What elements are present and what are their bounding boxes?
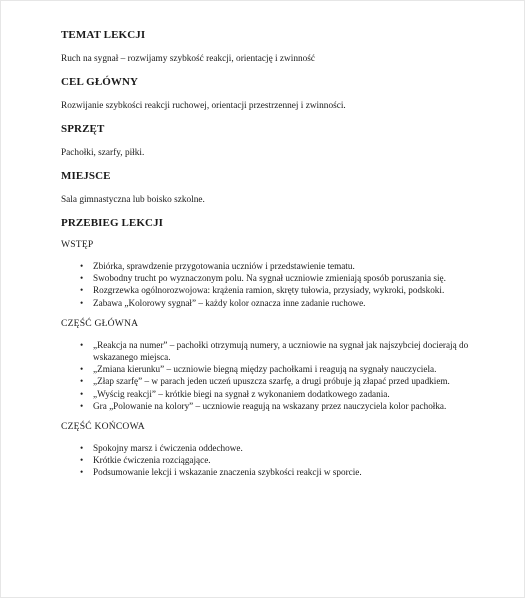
temat-heading: TEMAT LEKCJI xyxy=(61,29,146,41)
glowna-subheading: CZĘŚĆ GŁÓWNA xyxy=(61,317,139,329)
list-item xyxy=(61,400,481,412)
bullet-icon: • xyxy=(80,467,84,478)
cel-text: Rozwijanie szybkości reakcji ruchowej, orientacji przestrzennej i zwinności. xyxy=(61,101,346,111)
list-item-text: „Reakcja na numer” – pachołki otrzymują numery, a uczniowie na sygnał jak najszybciej docierają do wskazanego miejsca. xyxy=(93,339,469,363)
bullet-icon: • xyxy=(80,273,84,284)
list-item-text: „Złap szarfę” – w parach jeden uczeń upuszcza szarfę, a drugi próbuje ją złapać przed upadkiem. xyxy=(93,376,450,387)
list-item xyxy=(61,375,481,387)
list-item-text: Podsumowanie lekcji i wskazanie znaczenia szybkości reakcji w sporcie. xyxy=(93,467,362,478)
glowna-list xyxy=(61,339,481,412)
list-item xyxy=(61,466,481,478)
bullet-icon: • xyxy=(80,443,84,454)
list-item-text: Zbiórka, sprawdzenie przygotowania uczniów i przedstawienie tematu. xyxy=(93,261,355,271)
przebieg-heading: PRZEBIEG LEKCJI xyxy=(61,217,164,229)
wstep-subheading: WSTĘP xyxy=(61,239,94,250)
bullet-icon: • xyxy=(80,261,84,271)
list-item xyxy=(61,363,481,375)
koncowa-list xyxy=(61,442,481,479)
bullet-icon: • xyxy=(80,376,84,387)
list-item-text: Spokojny marsz i ćwiczenia oddechowe. xyxy=(93,443,243,454)
list-item xyxy=(61,297,481,309)
miejsce-heading: MIEJSCE xyxy=(61,170,111,182)
list-item-text: Gra „Polowanie na kolory” – uczniowie reagują na wskazany przez nauczyciela kolor pachołka. xyxy=(93,400,447,411)
sprzet-heading: SPRZĘT xyxy=(61,123,105,135)
sprzet-text: Pachołki, szarfy, piłki. xyxy=(61,148,145,158)
list-item xyxy=(61,272,481,284)
bullet-icon: • xyxy=(80,400,84,411)
list-item-text: Zabawa „Kolorowy sygnał” – każdy kolor oznacza inne zadanie ruchowe. xyxy=(93,297,366,308)
wstep-list xyxy=(61,260,481,309)
list-item-text: Krótkie ćwiczenia rozciągające. xyxy=(93,455,211,466)
list-item xyxy=(61,454,481,466)
temat-text: Ruch na sygnał – rozwijamy szybkość reakcji, orientację i zwinność xyxy=(61,54,316,64)
bullet-icon: • xyxy=(80,364,84,375)
koncowa-subheading: CZĘŚĆ KOŃCOWA xyxy=(61,421,145,433)
list-item-text: „Wyścig reakcji” – krótkie biegi na sygnał z wykonaniem dodatkowego zadania. xyxy=(93,388,390,399)
list-item xyxy=(61,339,481,363)
list-item xyxy=(61,388,481,400)
bullet-icon: • xyxy=(80,285,84,296)
list-item xyxy=(61,284,481,296)
list-item-text: Swobodny trucht po wyznaczonym polu. Na sygnał uczniowie zmieniają sposób poruszania się. xyxy=(93,273,446,284)
miejsce-text: Sala gimnastyczna lub boisko szkolne. xyxy=(61,195,205,205)
document-content xyxy=(61,29,481,479)
bullet-icon: • xyxy=(80,388,84,399)
cel-heading: CEL GŁÓWNY xyxy=(61,76,139,88)
bullet-icon: • xyxy=(80,297,84,308)
bullet-icon: • xyxy=(80,339,84,350)
list-item xyxy=(61,442,481,454)
list-item-text: „Zmiana kierunku” – uczniowie biegną między pachołkami i reagują na sygnały nauczyciela. xyxy=(93,364,437,375)
list-item-text: Rozgrzewka ogólnorozwojowa: krążenia ramion, skręty tułowia, przysiady, wykroki, podskoki. xyxy=(93,285,445,296)
bullet-icon: • xyxy=(80,455,84,466)
list-item xyxy=(61,260,481,272)
